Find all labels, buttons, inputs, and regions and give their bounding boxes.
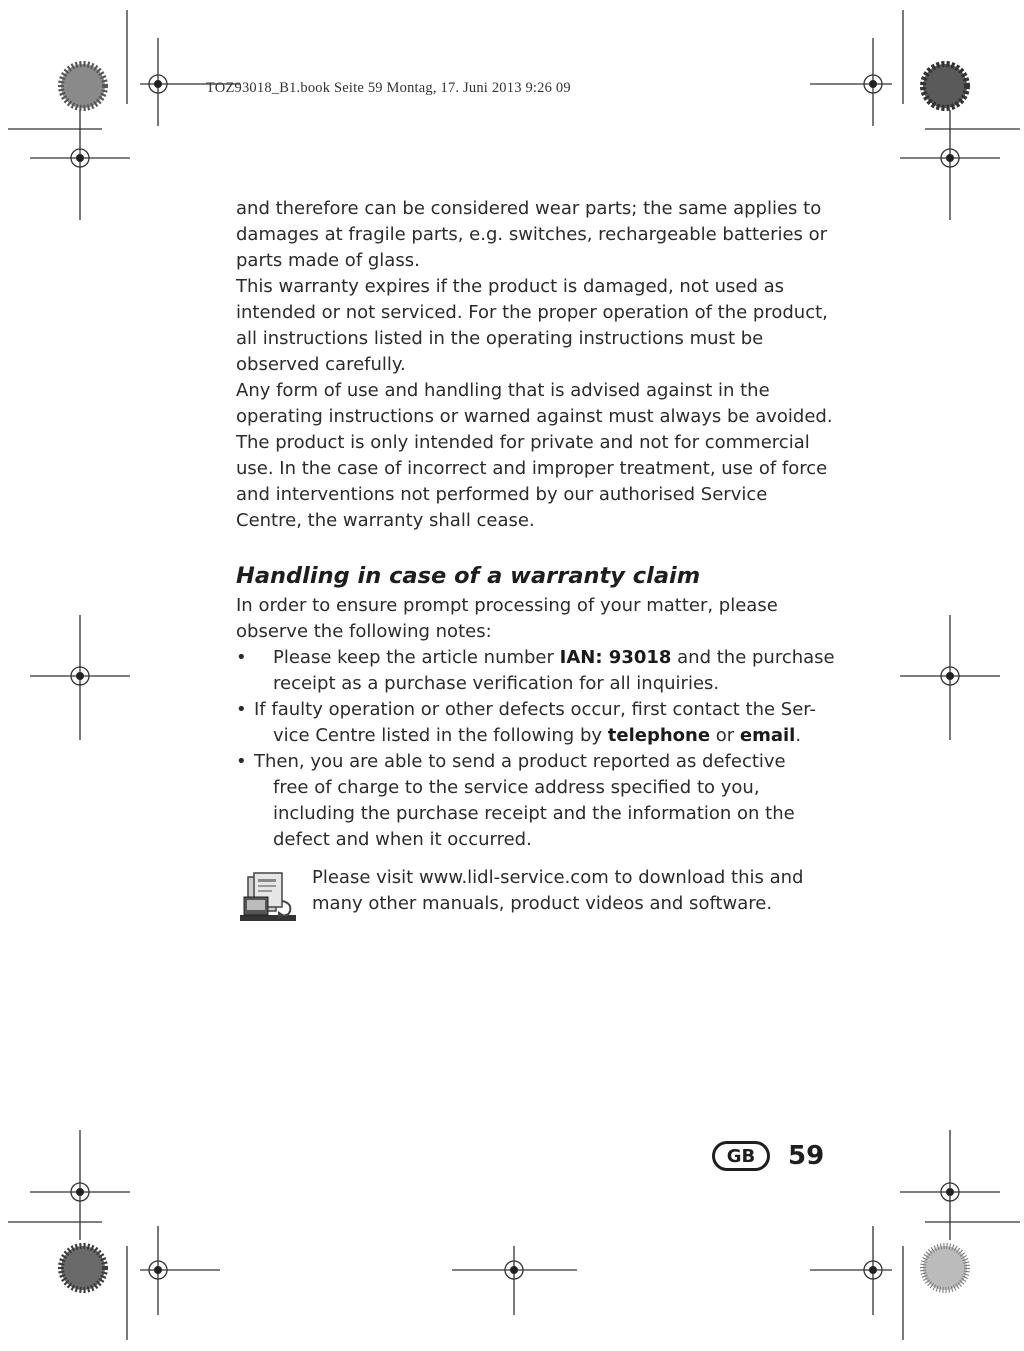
country-badge: GB [712,1141,770,1171]
page-number: 59 [788,1141,825,1171]
paragraph-misuse: Any form of use and handling that is advised against in the operating instructions or warned against must always be avoided. [236,380,833,427]
download-note [236,865,836,917]
paragraph-warranty-expiry: This warranty expires if the product is damaged, not used as intended or not serviced. For the proper operation of the product, all instructions listed in the operating instructions must be observed carefully. [236,276,828,375]
list-item: • Please keep the article number IAN: 93018 and the purchase receipt as a purchase verification for all inquiries. [236,647,835,694]
download-text: Please visit www.lidl-service.com to download this and many other manuals, product videos and software. [312,867,804,914]
bullet-marker: • [236,751,247,772]
list-item: • Then, you are able to send a product reported as defective free of charge to the service address specified to you, including the purchase receipt and the information on the defect and when it occurred. [236,751,795,850]
list-item: • If faulty operation or other defects occur, first contact the Ser- vice Centre listed in the following by telephone or email. [236,699,817,746]
paragraph-wear-parts: and therefore can be considered wear parts; the same applies to damages at fragile parts, e.g. switches, rechargeable batteries or parts made of glass. [236,198,828,271]
manual-download-icon [238,871,300,923]
page-footer [712,1136,824,1176]
bullet-marker: • [236,699,247,720]
notes-list [236,645,836,853]
bullet-marker: • [236,647,247,668]
article-number: IAN: 93018 [559,647,672,668]
section-intro: In order to ensure prompt processing of your matter, please observe the following notes: [236,595,778,642]
telephone-label: telephone [607,725,711,746]
paragraph-private-use: The product is only intended for private and not for commercial use. In the case of incorrect and improper treatment, use of force and interventions not performed by our authorised Service Centre, the warranty shall cease. [236,432,828,531]
print-info-line: TOZ93018_B1.book Seite 59 Montag, 17. Juni 2013 9:26 09 [206,80,571,96]
section-heading: Handling in case of a warranty claim [236,563,701,589]
email-label: email [739,725,796,746]
main-content [236,196,836,917]
